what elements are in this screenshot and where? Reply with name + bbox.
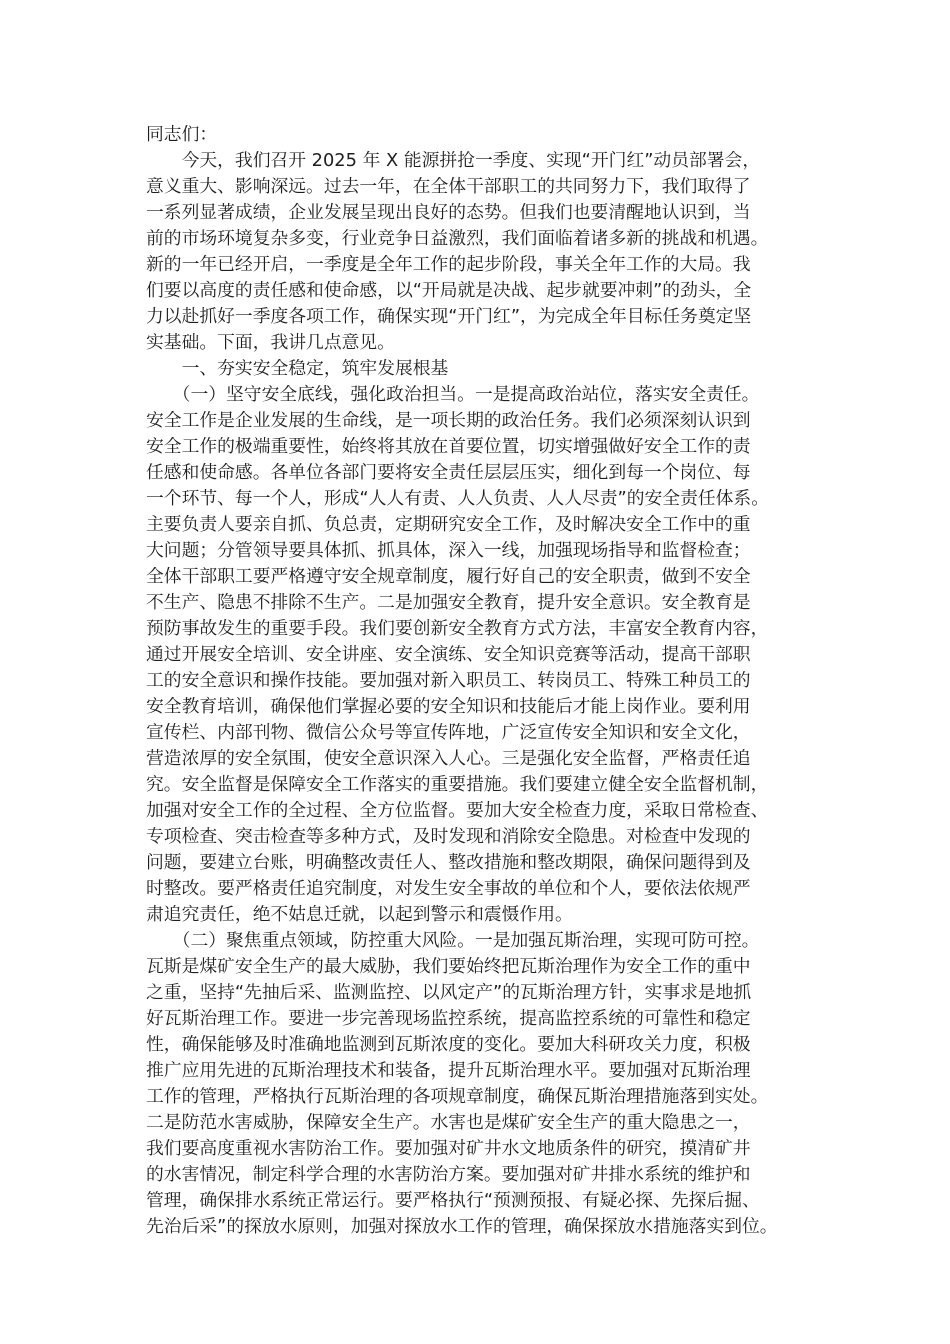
text-line: 主要负责人要亲自抓、负总责，定期研究安全工作，及时解决安全工作中的重 bbox=[146, 514, 751, 535]
text-line: 加强对安全工作的全过程、全方位监督。要加大安全检查力度，采取日常检查、 bbox=[146, 800, 769, 821]
subsection-heading-line: （一）坚守安全底线，强化政治担当。一是提高政治站位，落实安全责任。 bbox=[146, 384, 760, 405]
text-line: 安全工作的极端重要性，始终将其放在首要位置，切实增强做好安全工作的责 bbox=[146, 436, 751, 457]
text-line bbox=[146, 1240, 822, 1266]
text-line: 们要以高度的责任感和使命感，以“开局就是决战、起步就要冲刺”的劲头，全 bbox=[146, 280, 752, 301]
text-line: 的水害情况，制定科学合理的水害防治方案。要加强对矿井排水系统的维护和 bbox=[146, 1164, 751, 1185]
text-line: 安全教育培训，确保他们掌握必要的安全知识和技能后才能上岗作业。要利用 bbox=[146, 696, 751, 717]
text-line: 任感和使命感。各单位各部门要将安全责任层层压实，细化到每一个岗位、每 bbox=[146, 462, 751, 483]
text-line: 全体干部职工要严格遵守安全规章制度，履行好自己的安全职责，做到不安全 bbox=[146, 566, 751, 587]
text-line: 预防事故发生的重要手段。我们要创新安全教育方式方法，丰富安全教育内容， bbox=[146, 618, 769, 639]
text-line: 安全工作是企业发展的生命线，是一项长期的政治任务。我们必须深刻认识到 bbox=[146, 410, 751, 431]
text-line: 新的一年已经开启，一季度是全年工作的起步阶段，事关全年工作的大局。我 bbox=[146, 254, 751, 275]
text-line: 工作的管理，严格执行瓦斯治理的各项规章制度，确保瓦斯治理措施落到实处。 bbox=[146, 1086, 769, 1107]
salutation: 同志们： bbox=[146, 124, 218, 145]
text-line: 力以赴抓好一季度各项工作，确保实现“开门红”，为完成全年目标任务奠定坚 bbox=[146, 306, 752, 327]
text-line: 问题，要建立台账，明确整改责任人、整改措施和整改期限，确保问题得到及 bbox=[146, 852, 751, 873]
text-line: 性，确保能够及时准确地监测到瓦斯浓度的变化。要加大科研攻关力度，积极 bbox=[146, 1034, 751, 1055]
text-line: 究。安全监督是保障安全工作落实的重要措施。我们要建立健全安全监督机制， bbox=[146, 774, 769, 795]
text-line: 肃追究责任，绝不姑息迁就，以起到警示和震慑作用。 bbox=[146, 904, 573, 925]
text-line: 先治后采”的探放水原则，加强对探放水工作的管理，确保探放水措施落实到位。 bbox=[146, 1216, 778, 1237]
text-line: 管理，确保排水系统正常运行。要严格执行“预测预报、有疑必探、先探后掘、 bbox=[146, 1190, 760, 1211]
text-line: 实基础。下面，我讲几点意见。 bbox=[146, 332, 395, 353]
text-line: 大问题；分管领导要具体抓、抓具体，深入一线，加强现场指导和监督检查； bbox=[146, 540, 751, 561]
text-line: 工的安全意识和操作技能。要加强对新入职员工、转岗员工、特殊工种员工的 bbox=[146, 670, 751, 691]
text-line: 意义重大、影响深远。过去一年，在全体干部职工的共同努力下，我们取得了 bbox=[146, 176, 751, 197]
text-line: 二是防范水害威胁，保障安全生产。水害也是煤矿安全生产的重大隐患之一， bbox=[146, 1112, 751, 1133]
text-line: 推广应用先进的瓦斯治理技术和装备，提升瓦斯治理水平。要加强对瓦斯治理 bbox=[146, 1060, 751, 1081]
text-line: 一个环节、每一个人，形成“人人有责、人人负责、人人尽责”的安全责任体系。 bbox=[146, 488, 769, 509]
text-line: 之重，坚持“先抽后采、监测监控、以风定产”的瓦斯治理方针，实事求是地抓 bbox=[146, 982, 752, 1003]
text-line: 通过开展安全培训、安全讲座、安全演练、安全知识竞赛等活动，提高干部职 bbox=[146, 644, 751, 665]
text-line: 专项检查、突击检查等多种方式，及时发现和消除安全隐患。对检查中发现的 bbox=[146, 826, 751, 847]
text-line: 今天，我们召开 2025 年 X 能源拼抢一季度、实现“开门红”动员部署会， bbox=[146, 150, 761, 171]
text-line: 前的市场环境复杂多变，行业竞争日益激烈，我们面临着诸多新的挑战和机遇。 bbox=[146, 228, 769, 249]
text-line: 我们要高度重视水害防治工作。要加强对矿井水文地质条件的研究，摸清矿井 bbox=[146, 1138, 751, 1159]
section-heading: 一、夯实安全稳定，筑牢发展根基 bbox=[146, 358, 449, 379]
text-line: 瓦斯是煤矿安全生产的最大威胁，我们要始终把瓦斯治理作为安全工作的重中 bbox=[146, 956, 751, 977]
text-line: 营造浓厚的安全氛围，使安全意识深入人心。三是强化安全监督，严格责任追 bbox=[146, 748, 751, 769]
text-line: 时整改。要严格责任追究制度，对发生安全事故的单位和个人，要依法依规严 bbox=[146, 878, 751, 899]
text-line: 宣传栏、内部刊物、微信公众号等宣传阵地，广泛宣传安全知识和安全文化， bbox=[146, 722, 751, 743]
text-line: 好瓦斯治理工作。要进一步完善现场监控系统，提高监控系统的可靠性和稳定 bbox=[146, 1008, 751, 1029]
text-line: 一系列显著成绩，企业发展呈现出良好的态势。但我们也要清醒地认识到，当 bbox=[146, 202, 751, 223]
speech-body bbox=[146, 122, 822, 1266]
text-line: 不生产、隐患不排除不生产。二是加强安全教育，提升安全意识。安全教育是 bbox=[146, 592, 751, 613]
subsection-heading-line: （二）聚焦重点领域，防控重大风险。一是加强瓦斯治理，实现可防可控。 bbox=[146, 930, 760, 951]
